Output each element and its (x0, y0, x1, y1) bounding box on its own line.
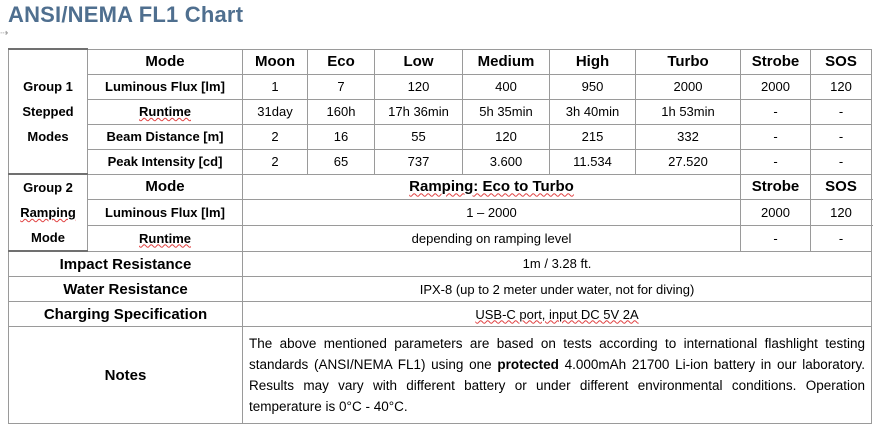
mode-moon: Moon (243, 49, 308, 74)
cell: - (811, 149, 872, 174)
cell: 11.534 (550, 149, 636, 174)
cell: 120 (463, 124, 550, 149)
cell: 3h 40min (550, 99, 636, 124)
group2-header-row (9, 174, 872, 200)
cell: 120 (375, 74, 463, 99)
group1-mode-header: Mode (88, 49, 243, 74)
impact-resistance-label: Impact Resistance (9, 251, 243, 277)
cell: 2000 (636, 74, 741, 99)
water-resistance-label: Water Resistance (9, 277, 243, 302)
mode-strobe: Strobe (741, 49, 811, 74)
cell: 2 (243, 124, 308, 149)
group1-header-row (9, 49, 872, 74)
table-row (9, 99, 872, 124)
cell: 2000 (741, 200, 811, 226)
cell: 31day (243, 99, 308, 124)
cell: 1 (243, 74, 308, 99)
table-row (9, 251, 872, 277)
group2-mode-header: Mode (88, 174, 243, 200)
row-label: Runtime (88, 225, 243, 251)
small-arrow-icon: ⇢ (0, 28, 9, 39)
page-title: ANSI/NEMA FL1 Chart (8, 2, 244, 27)
row-label: Runtime (88, 99, 243, 124)
cell: 737 (375, 149, 463, 174)
mode-high: High (550, 49, 636, 74)
cell: 55 (375, 124, 463, 149)
cell: 160h (308, 99, 375, 124)
mode-eco: Eco (308, 49, 375, 74)
table-row (9, 149, 872, 174)
cell: 120 (811, 74, 872, 99)
table-row (9, 124, 872, 149)
notes-label: Notes (9, 327, 243, 424)
cell: 27.520 (636, 149, 741, 174)
mode-low: Low (375, 49, 463, 74)
cell: 16 (308, 124, 375, 149)
cell: 65 (308, 149, 375, 174)
mode-turbo: Turbo (636, 49, 741, 74)
cell: 1h 53min (636, 99, 741, 124)
cell: depending on ramping level (243, 225, 741, 251)
cell: 17h 36min (375, 99, 463, 124)
cell: 400 (463, 74, 550, 99)
cell: - (811, 124, 872, 149)
group1-label: Group 1 Stepped Modes (9, 49, 88, 174)
spec-table (8, 48, 872, 424)
cell: 332 (636, 124, 741, 149)
notes-text: The above mentioned parameters are based on tests according to international flashlight testing standards (ANSI/NEMA FL1) using one protected 4.000mAh 21700 Li-ion battery in our laboratory. Results may vary with different battery or under different environmental conditions. Operation temperature is 0°C - 40°C. (243, 327, 872, 424)
ramping-header: Ramping: Eco to Turbo (243, 174, 741, 200)
cell: 2 (243, 149, 308, 174)
impact-resistance-value: 1m / 3.28 ft. (243, 251, 872, 277)
cell: 3.600 (463, 149, 550, 174)
cell: 7 (308, 74, 375, 99)
row-label: Peak Intensity [cd] (88, 149, 243, 174)
cell: 5h 35min (463, 99, 550, 124)
water-resistance-value: IPX-8 (up to 2 meter under water, not for diving) (243, 277, 872, 302)
table-row (9, 74, 872, 99)
row-label: Beam Distance [m] (88, 124, 243, 149)
cell: - (741, 225, 811, 251)
table-row (9, 200, 872, 226)
group2-sos-header: SOS (811, 174, 872, 200)
row-label: Luminous Flux [lm] (88, 74, 243, 99)
row-label: Luminous Flux [lm] (88, 200, 243, 226)
group2-strobe-header: Strobe (741, 174, 811, 200)
cell: - (741, 99, 811, 124)
table-row (9, 277, 872, 302)
group2-label: Group 2 Ramping Mode (9, 174, 88, 251)
cell: 215 (550, 124, 636, 149)
charging-spec-label: Charging Specification (9, 302, 243, 327)
cell: 1 – 2000 (243, 200, 741, 226)
cell: - (811, 99, 872, 124)
charging-spec-value: USB-C port, input DC 5V 2A (243, 302, 872, 327)
table-row (9, 302, 872, 327)
table-row (9, 225, 872, 251)
cell: 950 (550, 74, 636, 99)
cell: - (741, 124, 811, 149)
cell: 2000 (741, 74, 811, 99)
mode-sos: SOS (811, 49, 872, 74)
cell: - (741, 149, 811, 174)
mode-medium: Medium (463, 49, 550, 74)
cell: - (811, 225, 872, 251)
notes-row (9, 327, 872, 424)
cell: 120 (811, 200, 872, 226)
